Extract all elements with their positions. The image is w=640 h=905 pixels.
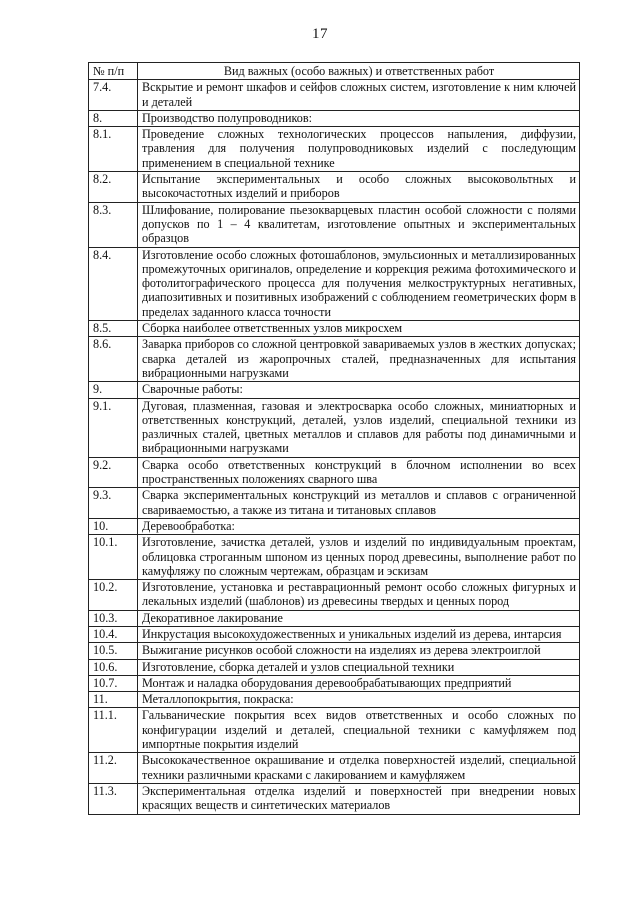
row-description: Высококачественное окрашивание и отделка поверхностей изделий, специальной техники различными красками с лакированием и камуфляжем	[138, 753, 580, 784]
table-row	[89, 535, 580, 580]
table-row	[89, 783, 580, 814]
table-row	[89, 127, 580, 172]
row-description: Вскрытие и ремонт шкафов и сейфов сложных систем, изготовление к ним ключей и деталей	[138, 80, 580, 111]
row-number: 10.4.	[89, 626, 138, 642]
table-row	[89, 457, 580, 488]
row-description: Декоративное лакирование	[138, 610, 580, 626]
row-description: Изготовление, установка и реставрационный ремонт особо сложных фигурных и лекальных изделий (шаблонов) из древесины твердых и ценных пород	[138, 580, 580, 611]
row-number: 10.3.	[89, 610, 138, 626]
row-number: 10.	[89, 518, 138, 534]
table-row	[89, 80, 580, 111]
table-row	[89, 321, 580, 337]
row-description: Деревообработка:	[138, 518, 580, 534]
table-row	[89, 172, 580, 203]
row-number: 11.	[89, 692, 138, 708]
table-row	[89, 610, 580, 626]
header-number: № п/п	[89, 63, 138, 80]
row-description: Дуговая, плазменная, газовая и электросварка особо сложных, миниатюрных и ответственных конструкций, деталей, узлов изделий, специальной техники из различных сталей, цветных металлов и сплавов для работы под динамичными и вибрационными нагрузками	[138, 398, 580, 457]
table-row	[89, 643, 580, 659]
row-description: Шлифование, полирование пьезокварцевых пластин особой сложности с полями допусков по 1 – 4 квалитетам, изготовление опытных и экспериментальных образцов	[138, 202, 580, 247]
row-description: Инкрустация высокохудожественных и уникальных изделий из дерева, интарсия	[138, 626, 580, 642]
row-description: Металлопокрытия, покраска:	[138, 692, 580, 708]
table-row	[89, 202, 580, 247]
row-number: 9.	[89, 382, 138, 398]
row-description: Сборка наиболее ответственных узлов микросхем	[138, 321, 580, 337]
row-number: 8.4.	[89, 247, 138, 320]
row-number: 8.1.	[89, 127, 138, 172]
row-number: 10.1.	[89, 535, 138, 580]
works-table	[88, 62, 580, 815]
table-row	[89, 247, 580, 320]
table-row	[89, 382, 580, 398]
row-number: 10.6.	[89, 659, 138, 675]
row-number: 9.3.	[89, 488, 138, 519]
row-number: 10.5.	[89, 643, 138, 659]
table-row	[89, 753, 580, 784]
table-header-row	[89, 63, 580, 80]
row-description: Экспериментальная отделка изделий и поверхностей при внедрении новых красящих веществ и синтетических материалов	[138, 783, 580, 814]
row-number: 7.4.	[89, 80, 138, 111]
row-description: Изготовление, зачистка деталей, узлов и изделий по индивидуальным проектам, облицовка строганным шпоном из ценных пород древесины, выполнение работ по камуфляжу по сложным чертежам, образцам и эскизам	[138, 535, 580, 580]
table-row	[89, 488, 580, 519]
table-row	[89, 708, 580, 753]
page-number: 17	[312, 26, 328, 42]
row-number: 11.2.	[89, 753, 138, 784]
table-row	[89, 518, 580, 534]
row-description: Сварка особо ответственных конструкций в блочном исполнении во всех пространственных положениях сварного шва	[138, 457, 580, 488]
table-row	[89, 337, 580, 382]
row-description: Монтаж и наладка оборудования деревообрабатывающих предприятий	[138, 675, 580, 691]
row-description: Заварка приборов со сложной центровкой завариваемых узлов в жестких допусках; сварка деталей из жаропрочных сталей, предназначенных для испытания вибрационными нагрузками	[138, 337, 580, 382]
row-number: 11.3.	[89, 783, 138, 814]
row-number: 10.7.	[89, 675, 138, 691]
row-number: 8.6.	[89, 337, 138, 382]
row-description: Выжигание рисунков особой сложности на изделиях из дерева электроиглой	[138, 643, 580, 659]
row-description: Изготовление особо сложных фотошаблонов, эмульсионных и металлизированных промежуточных оригиналов, определение и коррекция режима фотохимического и фотолитографического процесса для получения мелкоструктурных негативных, диапозитивных и позитивных изображений с соблюдением геометрических форм в пределах заданного класса точности	[138, 247, 580, 320]
table-row	[89, 398, 580, 457]
row-number: 10.2.	[89, 580, 138, 611]
row-number: 9.2.	[89, 457, 138, 488]
row-description: Сварочные работы:	[138, 382, 580, 398]
header-work-type: Вид важных (особо важных) и ответственных работ	[138, 63, 580, 80]
row-number: 8.5.	[89, 321, 138, 337]
table-row	[89, 110, 580, 126]
row-description: Гальванические покрытия всех видов ответственных и особо сложных по конфигурации изделий и деталей, специальной техники с камуфляжем под импортные покрытия изделий	[138, 708, 580, 753]
table-row	[89, 675, 580, 691]
table-row	[89, 659, 580, 675]
row-number: 8.2.	[89, 172, 138, 203]
table-row	[89, 626, 580, 642]
row-description: Испытание экспериментальных и особо сложных высоковольтных и высокочастотных изделий и приборов	[138, 172, 580, 203]
row-description: Сварка экспериментальных конструкций из металлов и сплавов с ограниченной свариваемостью, а также из титана и титановых сплавов	[138, 488, 580, 519]
row-number: 11.1.	[89, 708, 138, 753]
table-row	[89, 692, 580, 708]
row-number: 8.	[89, 110, 138, 126]
row-description: Проведение сложных технологических процессов напыления, диффузии, травления для получения полупроводниковых изделий с последующим применением в специальной технике	[138, 127, 580, 172]
row-number: 8.3.	[89, 202, 138, 247]
row-number: 9.1.	[89, 398, 138, 457]
table-row	[89, 580, 580, 611]
row-description: Производство полупроводников:	[138, 110, 580, 126]
row-description: Изготовление, сборка деталей и узлов специальной техники	[138, 659, 580, 675]
